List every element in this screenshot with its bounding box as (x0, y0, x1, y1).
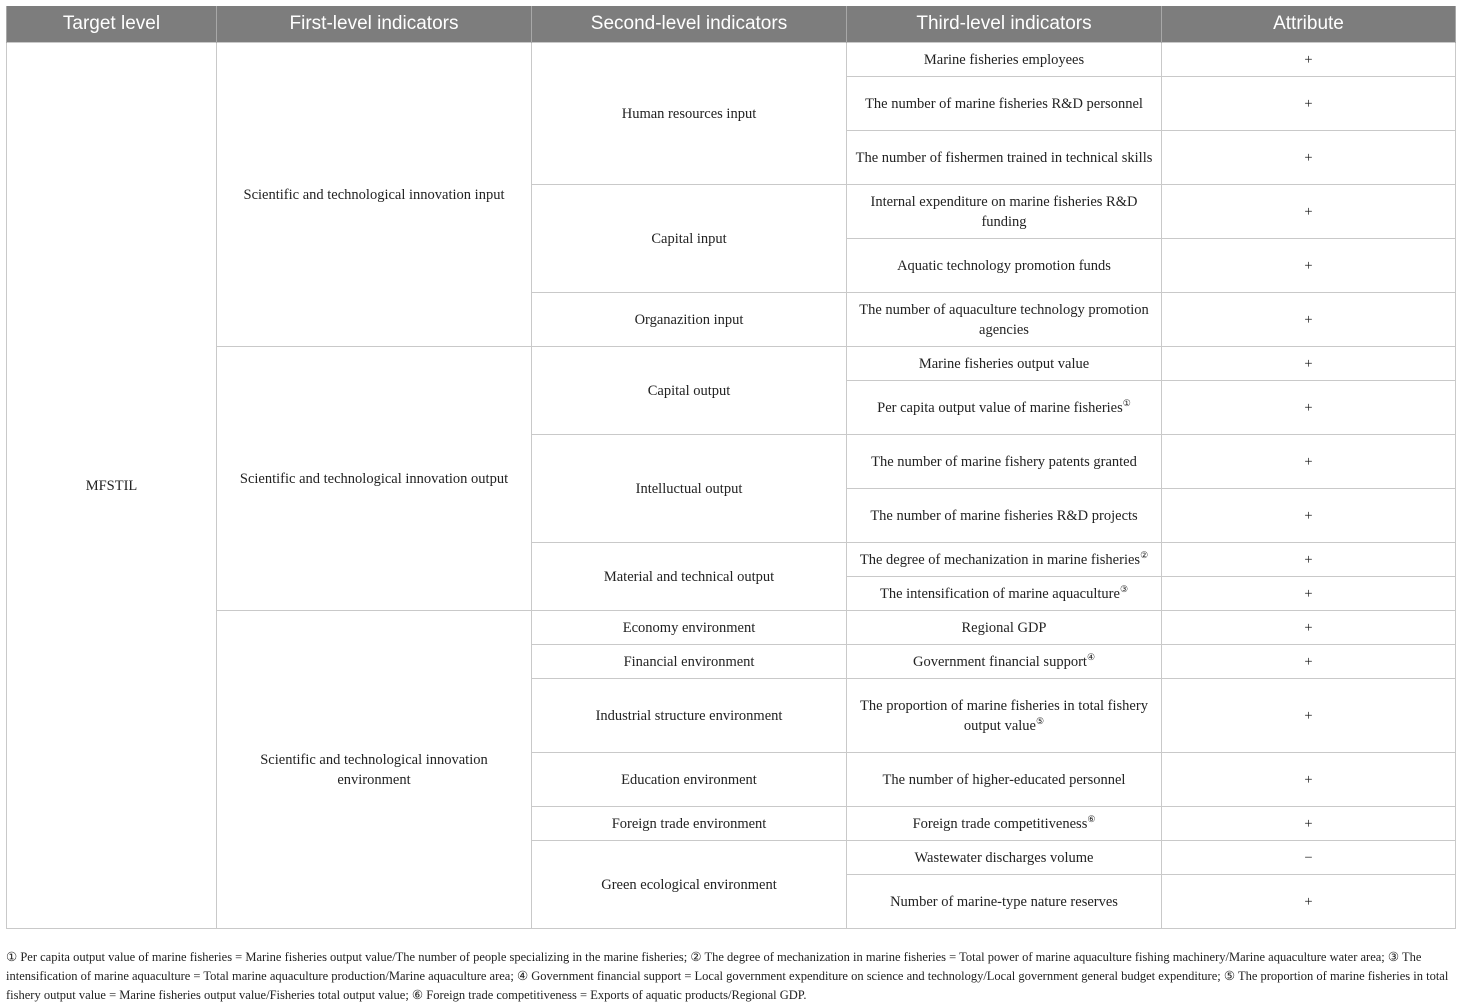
attribute-cell: + (1162, 239, 1456, 293)
attribute-cell: + (1162, 77, 1456, 131)
second-level-cell: Human resources input (532, 43, 847, 185)
attribute-cell: + (1162, 807, 1456, 841)
header-second-level: Second-level indicators (532, 6, 847, 43)
attribute-cell: + (1162, 577, 1456, 611)
attribute-cell: + (1162, 679, 1456, 753)
second-level-cell: Green ecological environment (532, 841, 847, 929)
third-level-cell: Marine fisheries output value (847, 347, 1162, 381)
attribute-cell: + (1162, 543, 1456, 577)
third-level-cell: The number of fishermen trained in technical skills (847, 131, 1162, 185)
third-level-cell: Government financial support④ (847, 645, 1162, 679)
table-row (7, 611, 1456, 645)
header-target-level: Target level (7, 6, 217, 43)
attribute-cell: + (1162, 293, 1456, 347)
attribute-cell: + (1162, 43, 1456, 77)
first-level-cell: Scientific and technological innovation output (217, 347, 532, 611)
first-level-cell: Scientific and technological innovation environment (217, 611, 532, 929)
header-first-level: First-level indicators (217, 6, 532, 43)
second-level-cell: Economy environment (532, 611, 847, 645)
third-level-cell: Aquatic technology promotion funds (847, 239, 1162, 293)
first-level-cell: Scientific and technological innovation input (217, 43, 532, 347)
third-level-cell: Regional GDP (847, 611, 1162, 645)
third-level-cell: The number of aquaculture technology promotion agencies (847, 293, 1162, 347)
header-attribute: Attribute (1162, 6, 1456, 43)
footnote-marker: ⑥ (1087, 813, 1096, 824)
third-level-cell: The number of higher-educated personnel (847, 753, 1162, 807)
second-level-cell: Foreign trade environment (532, 807, 847, 841)
attribute-cell: + (1162, 131, 1456, 185)
third-level-cell: The number of marine fisheries R&D personnel (847, 77, 1162, 131)
attribute-cell: + (1162, 381, 1456, 435)
footnote-marker: ③ (1119, 583, 1129, 594)
table-row (7, 43, 1456, 77)
second-level-cell: Material and technical output (532, 543, 847, 611)
attribute-cell: + (1162, 611, 1456, 645)
third-level-cell: The degree of mechanization in marine fisheries② (847, 543, 1162, 577)
third-level-cell: Per capita output value of marine fisheries① (847, 381, 1162, 435)
third-level-cell: Wastewater discharges volume (847, 841, 1162, 875)
second-level-cell: Industrial structure environment (532, 679, 847, 753)
attribute-cell: + (1162, 347, 1456, 381)
indicator-table (6, 6, 1456, 929)
third-level-cell: The number of marine fishery patents granted (847, 435, 1162, 489)
footnote-marker: ④ (1086, 651, 1096, 662)
attribute-cell: − (1162, 841, 1456, 875)
second-level-cell: Capital output (532, 347, 847, 435)
third-level-cell: Internal expenditure on marine fisheries R&D funding (847, 185, 1162, 239)
third-level-cell: The number of marine fisheries R&D projects (847, 489, 1162, 543)
third-level-cell: Number of marine-type nature reserves (847, 875, 1162, 929)
attribute-cell: + (1162, 753, 1456, 807)
table-row (7, 347, 1456, 381)
footnote-marker: ② (1140, 549, 1149, 560)
footnote-marker: ① (1122, 397, 1131, 408)
second-level-cell: Education environment (532, 753, 847, 807)
second-level-cell: Financial environment (532, 645, 847, 679)
attribute-cell: + (1162, 645, 1456, 679)
second-level-cell: Capital input (532, 185, 847, 293)
target-level-cell: MFSTIL (7, 43, 217, 929)
attribute-cell: + (1162, 875, 1456, 929)
attribute-cell: + (1162, 489, 1456, 543)
third-level-cell: The proportion of marine fisheries in total fishery output value⑤ (847, 679, 1162, 753)
attribute-cell: + (1162, 185, 1456, 239)
third-level-cell: Marine fisheries employees (847, 43, 1162, 77)
second-level-cell: Organazition input (532, 293, 847, 347)
attribute-cell: + (1162, 435, 1456, 489)
table-footnote: ① Per capita output value of marine fisheries = Marine fisheries output value/The number of people specializing in the marine fisheries; ② The degree of mechanization in marine fisheries = Total power of marine aquaculture fishing machinery/Marine aquaculture water area; ③ The intensification of marine aquaculture = Total marine aquaculture production/Marine aquaculture area; ④ Government financial support = Local government expenditure on science and technology/Local government general budget expenditure; ⑤ The proportion of marine fisheries in total fishery output value = Marine fisheries output value/Fisheries total output value; ⑥ Foreign trade competitiveness = Exports of aquatic products/Regional GDP. (6, 950, 1449, 1002)
table-header-row (7, 6, 1456, 43)
third-level-cell: Foreign trade competitiveness⑥ (847, 807, 1162, 841)
footnote-marker: ⑤ (1036, 715, 1045, 726)
header-third-level: Third-level indicators (847, 6, 1162, 43)
third-level-cell: The intensification of marine aquaculture③ (847, 577, 1162, 611)
second-level-cell: Intelluctual output (532, 435, 847, 543)
